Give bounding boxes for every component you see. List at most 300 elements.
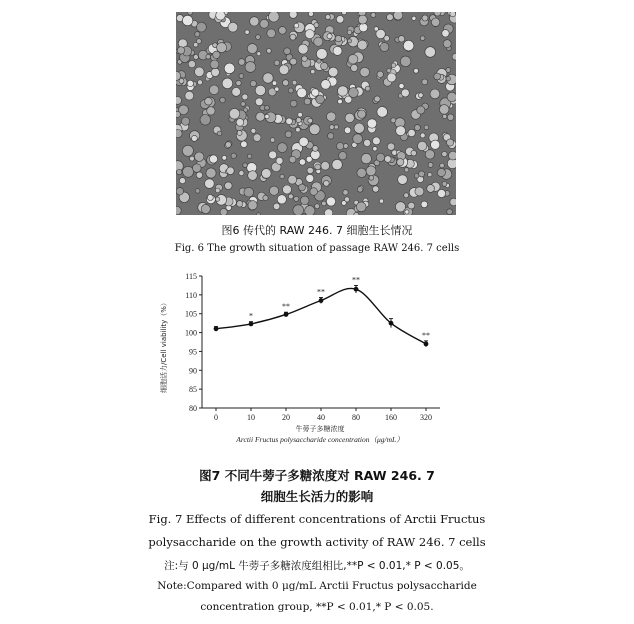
cell bbox=[294, 23, 299, 28]
cell bbox=[373, 137, 381, 145]
y-tick-label: 115 bbox=[185, 272, 197, 281]
cell bbox=[412, 16, 416, 20]
cell bbox=[284, 48, 291, 55]
cell bbox=[270, 138, 275, 143]
cell bbox=[298, 113, 303, 118]
fig6-caption-zh: 图6 传代的 RAW 246. 7 细胞生长情况 bbox=[221, 224, 413, 237]
cell bbox=[353, 134, 363, 144]
cell bbox=[283, 185, 292, 194]
y-tick-label: 105 bbox=[185, 309, 197, 319]
cell bbox=[288, 88, 293, 93]
cell bbox=[231, 153, 236, 158]
cell bbox=[374, 96, 380, 102]
fig7-note-zh: 注:与 0 μg/mL 牛蒡子多糖浓度组相比,**P < 0.01,* P < 0.05。 bbox=[164, 560, 470, 572]
cell bbox=[191, 135, 197, 141]
cell bbox=[293, 205, 304, 215]
cell bbox=[248, 171, 258, 181]
cell bbox=[247, 44, 257, 54]
cell bbox=[228, 22, 238, 32]
cell bbox=[411, 150, 417, 156]
cell bbox=[302, 56, 308, 62]
cell bbox=[206, 168, 216, 178]
cell bbox=[176, 188, 183, 195]
cell bbox=[193, 55, 198, 60]
cell bbox=[224, 12, 228, 15]
cell bbox=[334, 125, 338, 129]
cell bbox=[360, 67, 370, 77]
cell bbox=[356, 202, 366, 212]
cell bbox=[220, 97, 226, 103]
cell bbox=[200, 115, 211, 126]
cell bbox=[244, 187, 254, 197]
x-axis-title-en: Arctii Fructus polysaccharide concentration（μg/mL） bbox=[236, 435, 404, 444]
cell bbox=[299, 159, 305, 165]
cell bbox=[342, 201, 347, 206]
y-tick-label: 100 bbox=[185, 328, 197, 338]
cell bbox=[298, 44, 308, 54]
cell bbox=[236, 119, 244, 127]
cell bbox=[418, 93, 423, 98]
cell bbox=[321, 62, 328, 69]
cell bbox=[377, 71, 383, 77]
y-tick-label: 90 bbox=[189, 366, 197, 376]
cell bbox=[359, 23, 368, 32]
x-tick-label: 10 bbox=[247, 413, 255, 422]
cell bbox=[422, 15, 428, 21]
cell bbox=[450, 198, 456, 206]
cell bbox=[292, 80, 297, 85]
cell bbox=[176, 97, 182, 105]
cell bbox=[364, 139, 371, 146]
data-point bbox=[424, 341, 429, 346]
cell bbox=[206, 54, 211, 59]
cell bbox=[314, 37, 323, 46]
cell bbox=[272, 81, 277, 86]
cell bbox=[387, 69, 391, 73]
fig7-caption-zh-line2: 细胞生长活力的影响 bbox=[260, 489, 374, 504]
cell bbox=[361, 153, 371, 163]
cell bbox=[185, 91, 194, 100]
cell bbox=[260, 19, 269, 28]
cell bbox=[205, 98, 213, 106]
cell bbox=[452, 53, 456, 60]
cell-micrograph bbox=[176, 12, 456, 215]
cell bbox=[315, 204, 320, 209]
cell bbox=[241, 102, 246, 107]
data-point bbox=[354, 287, 359, 292]
x-axis-title-zh: 牛蒡子多糖浓度 bbox=[295, 425, 345, 433]
cell bbox=[422, 79, 428, 85]
cell bbox=[245, 30, 249, 34]
cell bbox=[183, 166, 194, 177]
significance-label: ** bbox=[422, 330, 430, 340]
cell bbox=[207, 107, 215, 115]
cell bbox=[324, 209, 332, 215]
cell bbox=[373, 147, 377, 151]
x-ticks bbox=[214, 408, 432, 422]
cell bbox=[195, 67, 205, 77]
cell bbox=[289, 12, 297, 18]
data-point bbox=[319, 298, 324, 303]
cell bbox=[267, 48, 272, 53]
cell bbox=[437, 168, 445, 176]
cell bbox=[251, 128, 256, 133]
data-point bbox=[249, 321, 254, 326]
cell bbox=[358, 15, 367, 24]
cell bbox=[437, 189, 445, 197]
cell bbox=[358, 110, 366, 118]
cell bbox=[428, 172, 432, 176]
cell bbox=[349, 88, 359, 98]
cell bbox=[336, 16, 344, 24]
cell bbox=[288, 175, 297, 184]
cell bbox=[326, 197, 335, 206]
significance-label: ** bbox=[282, 302, 290, 312]
cell bbox=[399, 83, 404, 88]
cell bbox=[418, 141, 427, 150]
cell bbox=[257, 52, 261, 56]
y-tick-label: 85 bbox=[189, 385, 197, 395]
cell bbox=[393, 12, 402, 20]
cell bbox=[420, 133, 425, 138]
cell bbox=[442, 30, 449, 37]
cell bbox=[447, 209, 453, 215]
cell bbox=[241, 141, 248, 148]
cell bbox=[236, 80, 241, 85]
cell bbox=[224, 63, 235, 74]
cell bbox=[188, 60, 195, 67]
cell bbox=[327, 112, 336, 121]
cell bbox=[395, 202, 405, 212]
y-tick-label: 110 bbox=[185, 290, 197, 300]
cell bbox=[274, 60, 280, 66]
cell bbox=[280, 174, 284, 178]
cell bbox=[207, 195, 213, 201]
data-point bbox=[214, 326, 219, 331]
fig7-note-en-line2: concentration group, **P < 0.01,* P < 0.05. bbox=[200, 601, 434, 613]
cell bbox=[190, 156, 195, 161]
x-tick-label: 80 bbox=[352, 413, 360, 422]
cell bbox=[195, 32, 200, 37]
cell bbox=[256, 35, 261, 40]
y-tick-label: 80 bbox=[189, 404, 197, 413]
cell bbox=[211, 68, 219, 76]
y-axis-title: 细胞活力/Cell viability（%） bbox=[160, 299, 168, 393]
cell bbox=[279, 65, 289, 75]
cell bbox=[328, 67, 338, 77]
cell bbox=[286, 118, 293, 125]
cell bbox=[421, 201, 428, 208]
cell bbox=[325, 15, 330, 20]
cell bbox=[277, 195, 286, 204]
cell bbox=[387, 143, 394, 150]
cell bbox=[205, 179, 215, 189]
cell bbox=[195, 189, 200, 194]
cell bbox=[446, 68, 451, 73]
cell bbox=[343, 144, 348, 149]
cell bbox=[209, 85, 219, 95]
cell bbox=[290, 58, 297, 65]
cell bbox=[449, 151, 457, 160]
cell bbox=[387, 73, 396, 82]
cell bbox=[217, 43, 227, 53]
cell bbox=[345, 113, 354, 122]
significance-label: * bbox=[249, 311, 253, 321]
cell bbox=[401, 89, 409, 97]
cell bbox=[267, 29, 276, 38]
fig6-caption-en: Fig. 6 The growth situation of passage RAW 246. 7 cells bbox=[174, 243, 460, 254]
cell bbox=[338, 99, 343, 104]
cell bbox=[188, 12, 193, 15]
cell bbox=[428, 162, 433, 167]
cell bbox=[450, 12, 456, 17]
cell bbox=[335, 35, 342, 42]
cell bbox=[354, 212, 359, 215]
cell bbox=[357, 187, 363, 193]
cell bbox=[306, 174, 314, 182]
cell bbox=[187, 80, 193, 86]
cell bbox=[222, 78, 233, 89]
cell bbox=[347, 39, 351, 43]
cell bbox=[420, 36, 425, 41]
cell bbox=[354, 123, 364, 133]
cell bbox=[408, 202, 415, 209]
cell bbox=[220, 209, 227, 216]
cell bbox=[248, 201, 257, 210]
cell bbox=[434, 73, 441, 80]
cell bbox=[342, 12, 347, 15]
cell bbox=[442, 151, 447, 156]
cell bbox=[392, 150, 397, 155]
cell bbox=[225, 142, 231, 148]
cell bbox=[216, 12, 226, 20]
cell bbox=[391, 118, 396, 123]
cell bbox=[327, 34, 332, 39]
cell bbox=[283, 80, 289, 86]
fig7-caption-zh-line1: 图7 不同牛蒡子多糖浓度对 RAW 246. 7 bbox=[199, 468, 435, 483]
cell bbox=[300, 196, 309, 205]
cell bbox=[311, 69, 315, 73]
data-points bbox=[214, 275, 430, 346]
cell bbox=[263, 73, 273, 83]
cell bbox=[398, 175, 408, 185]
cell bbox=[384, 36, 390, 42]
cell bbox=[237, 201, 243, 207]
cell bbox=[329, 125, 334, 130]
cell bbox=[328, 133, 334, 139]
cell bbox=[263, 195, 268, 200]
fig7-caption-en-line2: polysaccharide on the growth activity of RAW 246. 7 cells bbox=[148, 535, 486, 549]
cell bbox=[279, 27, 287, 35]
cell bbox=[322, 201, 327, 206]
cell bbox=[177, 47, 184, 54]
cell bbox=[262, 169, 272, 179]
data-point bbox=[284, 312, 289, 317]
cell bbox=[308, 12, 313, 17]
cell bbox=[376, 153, 384, 161]
cell bbox=[242, 94, 248, 100]
cell bbox=[365, 86, 370, 91]
cell bbox=[345, 96, 352, 103]
cell bbox=[232, 88, 241, 97]
data-point bbox=[389, 321, 394, 326]
cell bbox=[431, 18, 439, 26]
cell bbox=[419, 171, 425, 177]
cell bbox=[255, 85, 265, 95]
cell bbox=[250, 81, 256, 87]
cell bbox=[425, 47, 436, 58]
cell bbox=[425, 150, 434, 159]
cell bbox=[321, 80, 331, 90]
cell bbox=[447, 114, 454, 121]
cell bbox=[305, 206, 315, 215]
cell bbox=[253, 134, 261, 142]
cell bbox=[305, 30, 314, 39]
cell bbox=[177, 169, 182, 174]
cell bbox=[238, 59, 245, 66]
cell bbox=[304, 98, 311, 105]
cell bbox=[243, 163, 248, 168]
cell bbox=[357, 40, 367, 50]
cell bbox=[315, 164, 321, 170]
cell bbox=[176, 130, 182, 138]
cell bbox=[447, 92, 456, 102]
cell bbox=[225, 182, 233, 190]
cell bbox=[339, 152, 347, 160]
cell bbox=[297, 88, 307, 98]
cell bbox=[408, 129, 415, 136]
fig7-note-en-line1: Note:Compared with 0 μg/mL Arctii Fructus polysaccharide bbox=[157, 580, 477, 592]
cell bbox=[268, 12, 279, 22]
x-tick-label: 40 bbox=[317, 413, 325, 422]
cell bbox=[446, 77, 450, 81]
cell bbox=[308, 118, 313, 123]
cell bbox=[317, 59, 321, 63]
cell bbox=[344, 127, 351, 134]
cell bbox=[290, 34, 296, 40]
cell bbox=[404, 193, 409, 198]
cell bbox=[296, 118, 301, 123]
cell bbox=[430, 89, 440, 99]
cell bbox=[415, 187, 424, 196]
x-tick-label: 320 bbox=[420, 413, 432, 422]
cell bbox=[385, 156, 392, 163]
cell bbox=[309, 124, 320, 135]
cell bbox=[405, 210, 409, 214]
cell bbox=[227, 167, 235, 175]
cell bbox=[215, 188, 220, 193]
cell bbox=[377, 107, 388, 118]
cell bbox=[294, 196, 299, 201]
cell bbox=[289, 156, 296, 163]
x-tick-label: 160 bbox=[385, 413, 397, 422]
cell bbox=[343, 190, 348, 195]
cell bbox=[314, 23, 319, 28]
cell bbox=[380, 43, 389, 52]
cell bbox=[306, 156, 312, 162]
cell bbox=[398, 36, 404, 42]
cell bbox=[440, 163, 445, 168]
cell bbox=[276, 157, 283, 164]
cell bbox=[369, 175, 374, 180]
cell bbox=[229, 109, 240, 120]
cell bbox=[323, 180, 329, 186]
cell bbox=[316, 95, 325, 104]
cell bbox=[397, 159, 404, 166]
cell bbox=[265, 105, 270, 110]
cell bbox=[351, 64, 358, 71]
cell bbox=[321, 162, 330, 171]
cell bbox=[179, 79, 184, 84]
cell bbox=[400, 56, 411, 67]
cell bbox=[404, 168, 408, 172]
cell bbox=[396, 126, 406, 136]
cell bbox=[193, 164, 202, 173]
cell bbox=[277, 143, 287, 153]
cell bbox=[379, 199, 383, 203]
cell bbox=[414, 68, 419, 73]
cell bbox=[417, 106, 425, 114]
cell bbox=[373, 186, 379, 192]
cell bbox=[209, 155, 217, 163]
y-ticks bbox=[185, 272, 202, 413]
x-tick-label: 0 bbox=[214, 413, 218, 422]
cell bbox=[182, 117, 190, 125]
cell bbox=[237, 130, 242, 135]
viability-curve bbox=[216, 288, 426, 343]
cell bbox=[239, 171, 244, 176]
cell bbox=[374, 27, 378, 31]
cell bbox=[447, 139, 454, 146]
cell bbox=[431, 140, 440, 149]
cell bbox=[222, 155, 227, 160]
cell bbox=[403, 40, 414, 51]
cell bbox=[443, 114, 447, 118]
cell bbox=[312, 146, 318, 152]
cell bbox=[311, 89, 319, 97]
significance-label: ** bbox=[352, 275, 360, 285]
cell bbox=[247, 154, 251, 158]
cell bbox=[424, 125, 429, 130]
x-tick-label: 20 bbox=[282, 413, 290, 422]
cell bbox=[256, 112, 265, 121]
cell bbox=[310, 188, 318, 196]
cell bbox=[193, 43, 198, 48]
cell bbox=[201, 204, 210, 213]
cell bbox=[338, 86, 348, 96]
cell bbox=[285, 131, 292, 138]
cell bbox=[217, 131, 222, 136]
cell bbox=[176, 206, 181, 214]
cell bbox=[176, 111, 181, 117]
cell bbox=[196, 172, 202, 178]
significance-label: ** bbox=[317, 287, 325, 297]
cell bbox=[182, 15, 192, 25]
cell bbox=[197, 22, 207, 32]
cell bbox=[333, 46, 342, 55]
cell bbox=[348, 54, 358, 64]
fig7-chart bbox=[150, 266, 450, 446]
cell bbox=[256, 213, 260, 215]
cell bbox=[316, 49, 327, 60]
cell bbox=[307, 167, 313, 173]
cell bbox=[182, 145, 193, 156]
cell bbox=[357, 168, 366, 177]
cell bbox=[195, 152, 204, 161]
cell bbox=[288, 194, 293, 199]
cell bbox=[273, 203, 280, 210]
fig7-caption-en-line1: Fig. 7 Effects of different concentrations of Arctii Fructus bbox=[148, 512, 486, 526]
